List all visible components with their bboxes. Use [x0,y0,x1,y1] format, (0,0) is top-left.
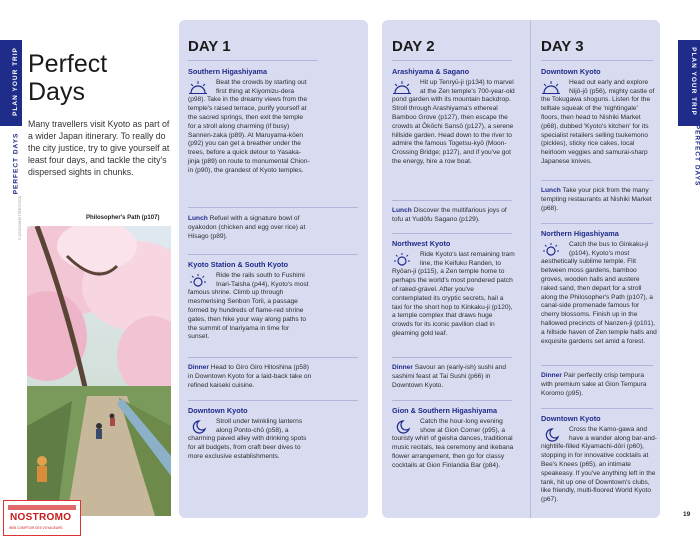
day-2-rule-4 [392,357,512,358]
day-1-rule-2 [188,207,358,208]
cherry-blossom-path-illustration [27,226,171,516]
logo-banner [8,505,76,510]
sun-icon [188,80,212,96]
day-2-lunch-text: Discover the multifarious joys of tofu at Yudōfu Sagano (p129). [392,207,507,223]
day-2-lunch-label: Lunch [392,207,412,214]
day-2-evening [392,407,515,471]
intro-text: Many travellers visit Kyoto as part of a wider Japan itinerary. To really do the city justice, try to give yourself at least four days, and tackle the city's dispersed sights in chunks. [28,119,170,177]
day-3-evening-title: Downtown Kyoto [541,414,601,423]
day-1-morning-text: Beat the crowds by starting out first thing at Kiyomizu-dera (p98). Take in the dreamy views from the temple's raised terrace, purify yourself at the sacred springs, then exit the temple for a stroll along charming (if busy) Sannen-zaka (p89). At Maruyama-kōen (p92) you can get a breather under the trees, before a quick detour to Yasaka-jinja (p89) on route to monumental Chion-in (p90), the grandest of Kyoto temples. [188,78,310,174]
day-1-dinner-label: Dinner [188,364,209,371]
day-3-evening-text: Cross the Kamo-gawa and have a wander along bar-and-nightlife-filled Kiyamachi-dōri (p60), stopping in for innovative cocktails at Bee's Knees (p65), an intimate speakeasy. If you've anything left in the tank, hit up one of Downtown's clubs, like friendly, multi-floored World Kyoto (p67). [541,425,657,504]
day-1-rule-4 [188,357,358,358]
day-2-dinner-text: Savour an (early-ish) sushi and sashimi feast at Tai Sushi (p66) in Downtown Kyoto. [392,364,506,389]
sun-icon [541,80,565,96]
photo-credit: © OSUGI/SHUTTERSTOCK [18,195,22,240]
day-3-heading: DAY 3 [541,38,584,55]
day-3-afternoon-text: Catch the bus to Ginkaku-ji (p104), Kyoto's most aesthetically sublime temple. Flit between moss gardens, bamboo groves, wooden halls and austere raked sand, then depart for a stroll along the Philosopher's Path (p107), a canal-side promenade famous for cherry blossoms. Finish up in the hallowed precincts of Nanzen-ji (p101), a hillside haven of Zen temple halls and exquisite gardens set amid a forest. [541,240,657,345]
day-1-lunch-text: Refuel with a signature bowl of oyakodon (chicken and egg over rice) at Hisago (p89). [188,215,306,240]
right-section-label: PERFECT DAYS [693,124,700,187]
day-1-rule-3 [188,254,358,255]
left-section-label: PERFECT DAYS [12,132,20,195]
day-1-morning [188,68,310,176]
day-1-evening [188,407,310,462]
day-2-rule-3 [392,233,512,234]
day-3-rule-3 [541,223,653,224]
day-3-lunch-text: Take your pick from the many tempting restaurants at Nishiki Market (p68). [541,187,652,212]
day-1-lunch-label: Lunch [188,215,208,222]
day-divider [530,20,531,518]
page-title [28,50,107,106]
day-1-lunch [188,215,314,241]
day-3-lunch-label: Lunch [541,187,561,194]
day-1-heading: DAY 1 [188,38,231,55]
day-3-lunch [541,187,657,213]
moon-icon [392,419,416,435]
left-tab-label: PLAN YOUR TRIP [11,47,19,116]
day-1-morning-title: Southern Higashiyama [188,67,268,76]
day-2-rule-2 [392,200,512,201]
right-section-tab [678,40,700,126]
day-1-evening-text: Stroll under twinkling lanterns along Ponto-chō (p58), a charming paved alley with drinking spots for all budgets, from craft beer dives to more exclusive establishments. [188,417,307,460]
title-line-1: Perfect [28,50,108,78]
moon-icon [188,419,212,435]
moon-icon [541,427,565,443]
day-3-dinner-label: Dinner [541,372,562,379]
day-1-evening-title: Downtown Kyoto [188,406,248,415]
day-1-afternoon-text: Ride the rails south to Fushimi Inari-Taisha (p44), Kyoto's most famous shrine. Climb up through mesmerising Senbon Torii, a passage formed by hundreds of flame-red shrine gates, then hike your way along paths to the summit of Inariyama in time for sunset. [188,271,309,341]
logo-tagline: WEB COMPTOIR DES VOYAGEURS [9,526,63,530]
day-3-morning [541,68,657,167]
sun-icon [541,242,565,258]
day-3-morning-text: Head out early and explore Nijō-jō (p56), mighty castle of the Tokugawa shoguns. Listen for the telltale squeak of the 'nightingale' floors, then head to Nishiki Market (p68), dubbed 'Kyoto's kitchen' for its specialist retailers selling tsukemono (pickles), sticky rice cakes, local heirloom veggies and samurai-sharp Japanese knives. [541,78,655,165]
day-1-rule [188,60,318,61]
day-3-morning-title: Downtown Kyoto [541,67,601,76]
sun-icon [392,252,416,268]
day-2-lunch [392,207,515,225]
nostromo-logo [3,500,81,536]
philosophers-path-photo [27,226,171,516]
right-tab-label: PLAN YOUR TRIP [689,47,697,116]
day-2-heading: DAY 2 [392,38,435,55]
day-3-afternoon-title: Northern Higashiyama [541,229,619,238]
day-2-afternoon [392,240,515,339]
day-1-dinner [188,364,314,390]
day-2-afternoon-text: Ride Kyoto's last remaining tram line, the Keifuku Randen, to Ryōan-ji (p115), a Zen temple home to perhaps the world's most pondered patch of raked-gravel. After you've contemplated its cryptic secrets, hail a taxi for the short hop to Kinkaku-ji (p120), a temple complex that draws huge crowds for its iconic pavilion clad in gleaming gold leaf. [392,250,515,337]
day-2-afternoon-title: Northwest Kyoto [392,239,451,248]
day-3-evening [541,415,657,505]
day-2-evening-text: Catch the hour-long evening show at Gion Corner (p95), a touristy whirl of geisha dances, traditional music recitals, tea ceremony and ikebana flower arrangement, then go for classy cocktails at Gion Finlandia Bar (p84). [392,417,514,469]
day-3-rule-2 [541,180,653,181]
day-2-evening-title: Gion & Southern Higashiyama [392,406,498,415]
day-2-rule-5 [392,400,512,401]
day-2-dinner [392,364,515,390]
day-3-rule-4 [541,365,653,366]
day-1-afternoon [188,261,310,342]
day-3-rule-5 [541,408,653,409]
day-3-dinner-text: Pair perfectly crisp tempura with premium sake at Gion Tempura Koromo (p95). [541,372,647,397]
title-line-2: Days [28,78,85,106]
day-1-afternoon-title: Kyoto Station & South Kyoto [188,260,289,269]
day-2-dinner-label: Dinner [392,364,413,371]
day-1-dinner-text: Head to Giro Giro Hitoshina (p58) in Downtown Kyoto for a laid-back take on refined kaiseki cuisine. [188,364,312,389]
day-2-rule [392,60,512,61]
day-2-morning-title: Arashiyama & Sagano [392,67,470,76]
logo-name: NOSTROMO [10,512,72,523]
day-2-morning [392,68,515,167]
page-number: 19 [683,511,691,518]
day-2-morning-text: Hit up Tenryū-ji (p134) to marvel at the Zen temple's 700-year-old pond garden with its mountain backdrop. Stroll through Arashiyama's ethereal Bamboo Grove (p127), then escape the crowds at Ōkōchi Sansō (p127), a serene hillside garden. Head down to the river to admire the famous Togetsu-kyō (Moon-Crossing Bridge; p127), and if you've got the energy, hire a row boat. [392,78,515,165]
day-3-afternoon [541,230,657,346]
sun-icon [392,80,416,96]
day-3-rule [541,60,653,61]
day-1-rule-5 [188,400,358,401]
day-3-dinner [541,372,657,398]
photo-caption: Philosopher's Path (p107) [86,215,160,221]
left-section-tab [0,40,22,126]
sun-icon [188,273,212,289]
